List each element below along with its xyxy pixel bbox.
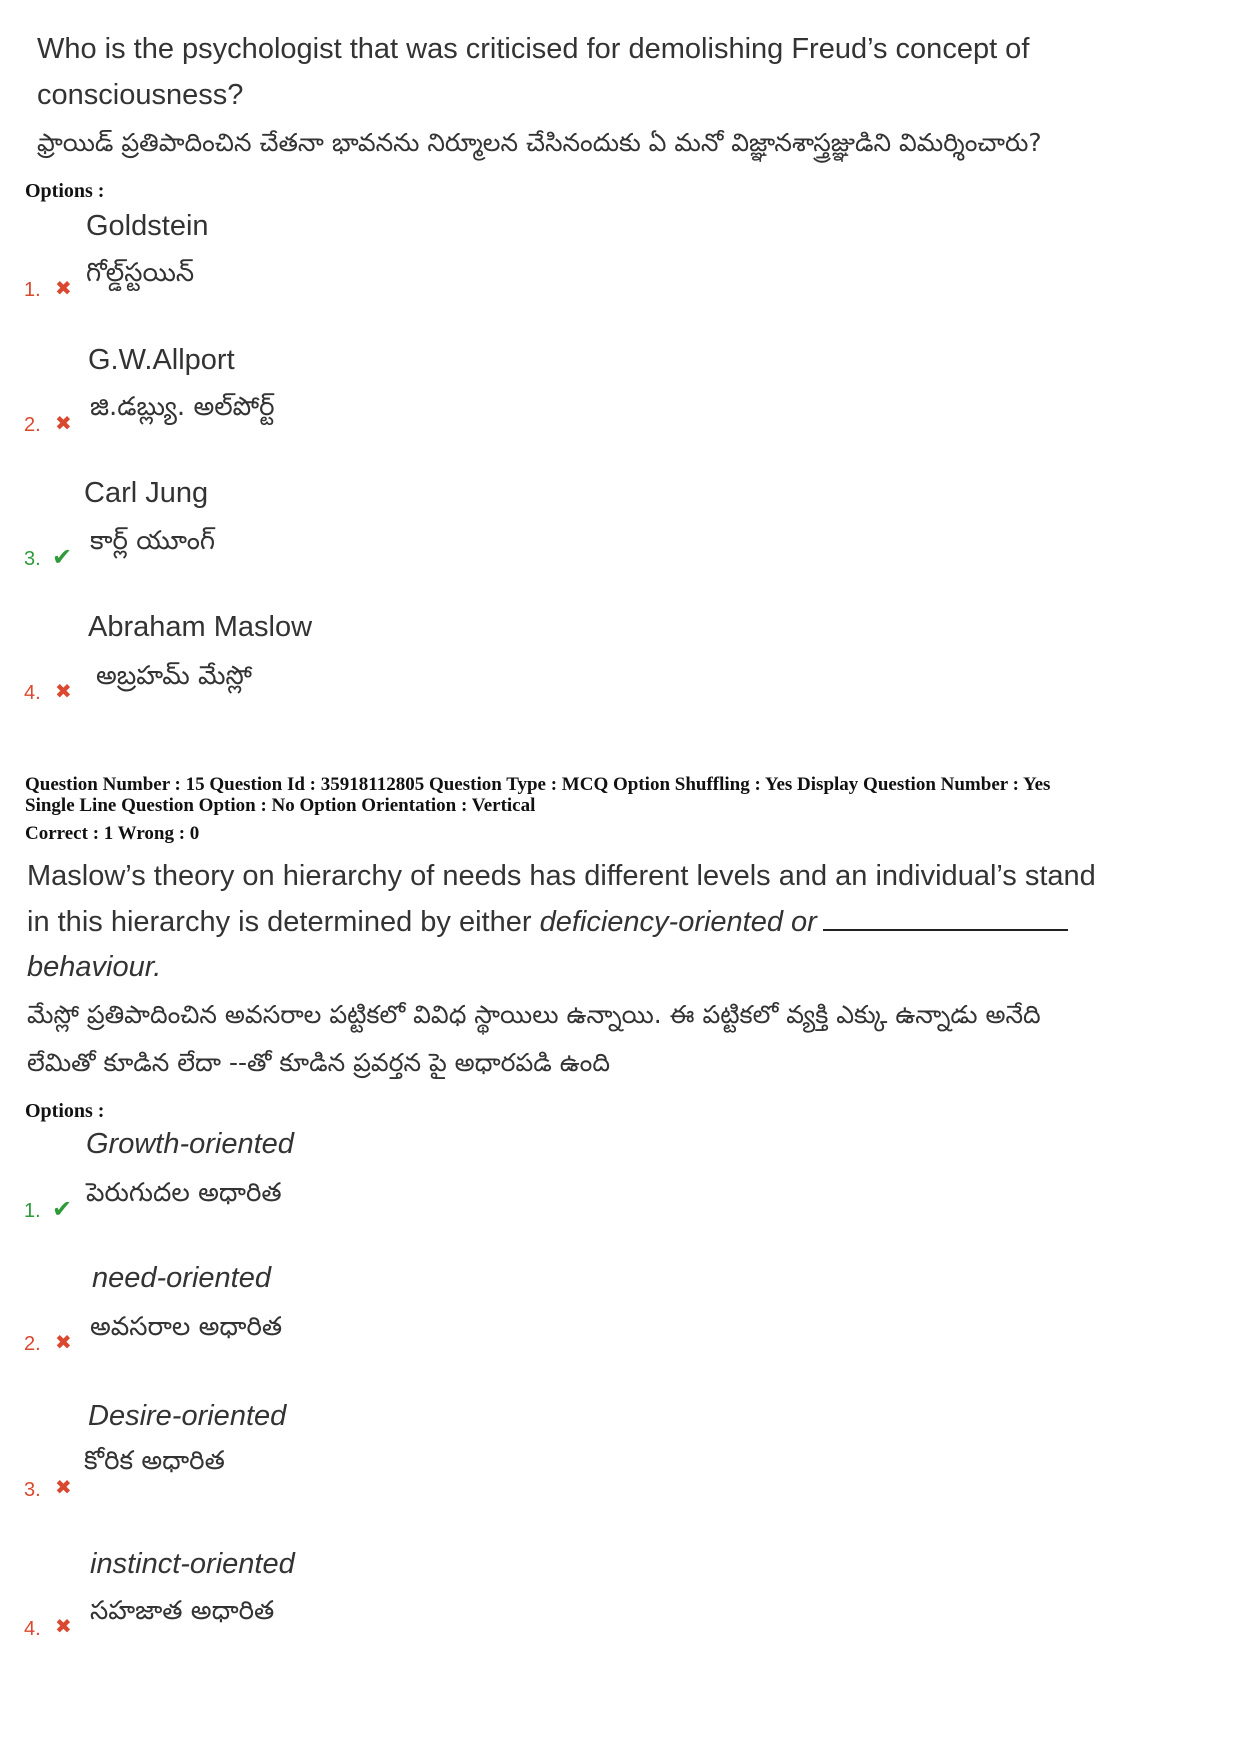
q14-options-label: Options : (25, 180, 105, 202)
check-mark-icon: ✔ (52, 1195, 73, 1223)
wrong-mark-icon: ✖ (55, 1614, 72, 1638)
q14-option-3-te: కార్ల్ యూంగ్ (90, 526, 216, 556)
q15-meta-line1: Question Number : 15 Question Id : 35918112805 Question Type : MCQ Option Shuffling : Yes Display Question Number : Yes (25, 774, 1051, 795)
q14-option-1-en: Goldstein (86, 210, 209, 242)
q14-option-4-number: 4. (24, 682, 41, 704)
q15-option-3-number: 3. (24, 1479, 41, 1501)
wrong-mark-icon: ✖ (55, 411, 72, 435)
q15-meta-line3: Correct : 1 Wrong : 0 (25, 823, 200, 844)
q15-option-4-te: సహజాత అధారిత (90, 1596, 275, 1626)
q15-question-en-line3: behaviour. (27, 951, 162, 983)
q15-question-en-line2-text: in this hierarchy is determined by either (27, 906, 540, 938)
q14-option-2-te: జి.డబ్ల్యు. అల్‌పోర్ట్ (90, 392, 275, 422)
wrong-mark-icon: ✖ (55, 1330, 72, 1354)
wrong-mark-icon: ✖ (55, 679, 72, 703)
q14-question-en-line1: Who is the psychologist that was criticised for demolishing Freud’s concept of (37, 33, 1030, 65)
q14-question-te: ఫ్రాయిడ్ ప్రతిపాదించిన చేతనా భావనను నిర్మూలన చేసినందుకు ఏ మనో విజ్ఞానశాస్త్రజ్ఞుడిని విమర్శించారు? (37, 128, 1042, 157)
q14-option-3-number: 3. (24, 548, 41, 570)
q14-option-4-te: అబ్రహమ్ మేస్లో (96, 661, 252, 691)
q14-option-2-en: G.W.Allport (88, 344, 235, 376)
q14-option-1-number: 1. (24, 279, 41, 301)
q14-question-en-line2: consciousness? (37, 79, 244, 111)
wrong-mark-icon: ✖ (55, 276, 72, 300)
q15-option-1-te: పెరుగుదల అధారిత (86, 1178, 282, 1208)
q15-option-4-number: 4. (24, 1618, 41, 1640)
q15-question-en-line2-italic: deficiency-oriented or (539, 906, 817, 938)
q14-option-3-en: Carl Jung (84, 477, 209, 509)
q15-question-te-line2: లేమితో కూడిన లేదా --తో కూడిన ప్రవర్తన పై అధారపడి ఉంది (27, 1048, 610, 1077)
q15-options-label: Options : (25, 1100, 105, 1122)
answer-blank (823, 899, 1068, 931)
q14-option-2-number: 2. (24, 414, 41, 436)
q15-option-4-en: instinct-oriented (90, 1548, 295, 1580)
q15-question-en-line1: Maslow’s theory on hierarchy of needs has different levels and an individual’s stand (27, 860, 1096, 892)
q15-option-1-number: 1. (24, 1200, 41, 1222)
q14-option-1-te: గోల్డ్‌స్టయిన్ (86, 258, 195, 288)
q15-option-1-en: Growth-oriented (86, 1128, 294, 1160)
q15-option-3-en: Desire-oriented (88, 1400, 287, 1432)
check-mark-icon: ✔ (52, 543, 73, 571)
wrong-mark-icon: ✖ (55, 1475, 72, 1499)
q15-option-2-en: need-oriented (92, 1262, 271, 1294)
q14-option-4-en: Abraham Maslow (88, 611, 313, 643)
q15-question-en-line2 (27, 899, 1068, 945)
q15-option-2-te: అవసరాల అధారిత (90, 1312, 283, 1342)
q15-meta-line2: Single Line Question Option : No Option Orientation : Vertical (25, 795, 536, 816)
q15-question-te-line1: మేస్లో ప్రతిపాదించిన అవసరాల పట్టికలో వివిధ స్థాయిలు ఉన్నాయి. ఈ పట్టికలో వ్యక్తి ఎక్కు ఉన్నాడు అనేది (27, 1000, 1041, 1029)
q15-option-3-te: కోరిక అధారిత (84, 1446, 225, 1476)
q15-option-2-number: 2. (24, 1333, 41, 1355)
